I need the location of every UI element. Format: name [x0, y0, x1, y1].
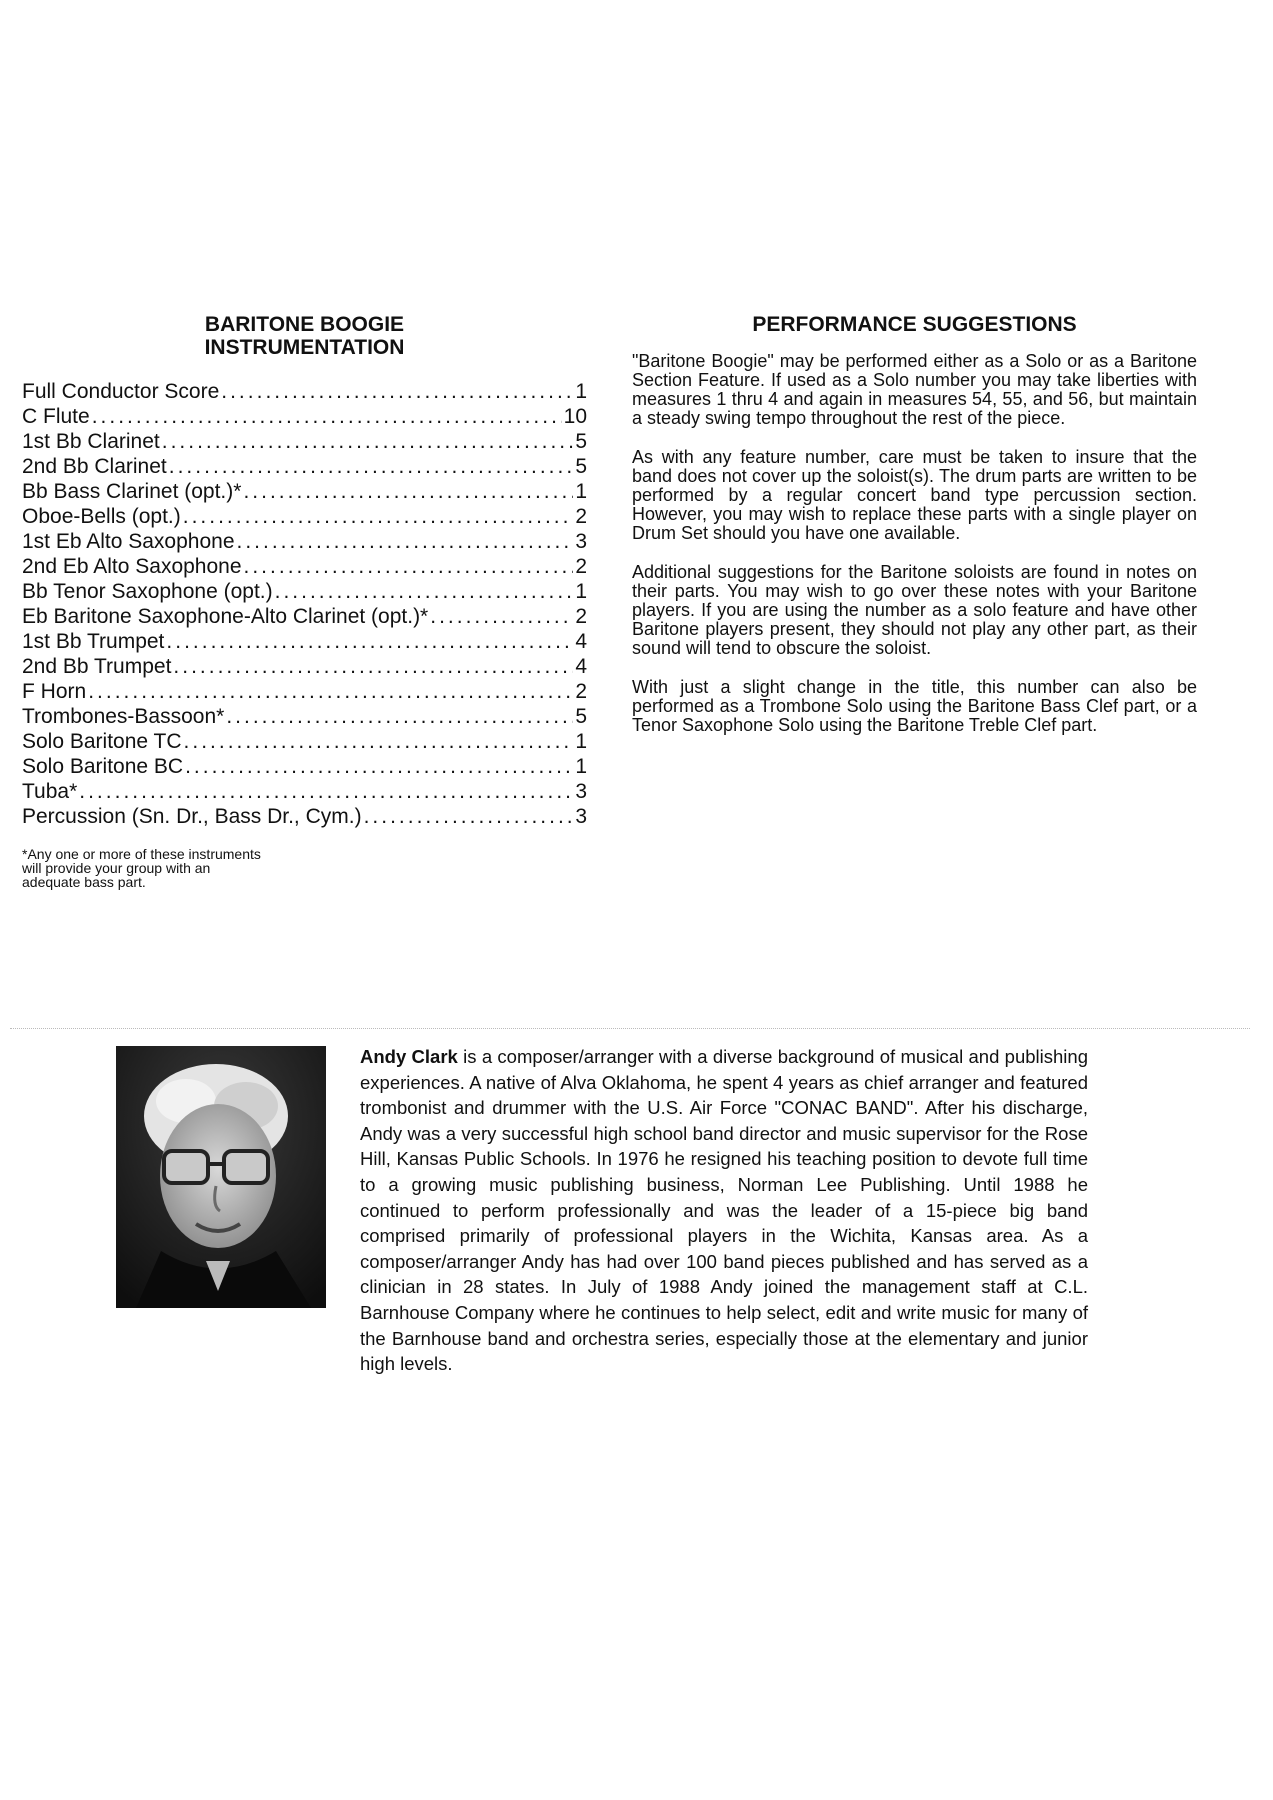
dot-leader [221, 379, 573, 404]
instrument-name: C Flute [22, 405, 90, 428]
dot-leader [184, 729, 574, 754]
dot-leader [166, 629, 573, 654]
instrument-name: Oboe-Bells (opt.) [22, 505, 181, 528]
instrument-row [22, 679, 587, 704]
instrumentation-title-line2: INSTRUMENTATION [204, 336, 405, 359]
instrument-name: Full Conductor Score [22, 380, 220, 403]
instrument-name: 1st Bb Trumpet [22, 630, 165, 653]
instrument-row [22, 479, 587, 504]
dot-leader [237, 529, 574, 554]
instrumentation-list [22, 379, 587, 829]
instrument-row [22, 779, 587, 804]
instrument-name: Bb Tenor Saxophone (opt.) [22, 580, 273, 603]
instrument-quantity: 3 [575, 805, 587, 828]
performance-paragraph: Additional suggestions for the Baritone soloists are found in notes on their parts. You may wish to go over these notes with your Baritone players. If you are using the number as a solo feature and have other Baritone players present, they should not play any other part, as their sound will tend to obscure the soloist. [632, 562, 1197, 658]
instrument-quantity: 3 [575, 780, 587, 803]
performance-paragraph: As with any feature number, care must be taken to insure that the band does not cover up the soloist(s). The drum parts are written to be performed by a regular concert band type percussion section. However, you may wish to replace these parts with a single player on Drum Set should you have one available. [632, 447, 1197, 543]
instrument-name: F Horn [22, 680, 87, 703]
performance-suggestions-title: PERFORMANCE SUGGESTIONS [752, 313, 1077, 336]
instrument-quantity: 2 [575, 680, 587, 703]
instrument-quantity: 2 [575, 505, 587, 528]
instrument-name: Solo Baritone TC [22, 730, 182, 753]
instrument-quantity: 4 [575, 655, 587, 678]
dot-leader [364, 804, 574, 829]
performance-paragraph: "Baritone Boogie" may be performed either as a Solo or as a Baritone Section Feature. If used as a Solo number you may take liberties with measures 1 thru 4 and again in measures 54, 55, and 56, but maintain a steady swing tempo throughout the rest of the piece. [632, 351, 1197, 428]
instrument-quantity: 4 [575, 630, 587, 653]
instrument-quantity: 1 [575, 480, 587, 503]
instrument-row [22, 454, 587, 479]
instrument-quantity: 1 [575, 380, 587, 403]
dot-leader [430, 604, 573, 629]
instrument-quantity: 2 [575, 555, 587, 578]
dot-leader [183, 504, 574, 529]
instrumentation-section [22, 313, 587, 889]
dot-leader [173, 654, 573, 679]
instrument-row [22, 654, 587, 679]
dot-leader [169, 454, 574, 479]
dot-leader [92, 404, 562, 429]
instrument-row [22, 604, 587, 629]
instrument-row [22, 754, 587, 779]
performance-paragraph: With just a slight change in the title, this number can also be performed as a Trombone Solo using the Baritone Bass Clef part, or a Tenor Saxophone Solo using the Baritone Treble Clef part. [632, 677, 1197, 735]
instrument-row [22, 404, 587, 429]
author-bio [360, 1044, 1088, 1377]
instrument-quantity: 5 [575, 455, 587, 478]
dot-leader [185, 754, 573, 779]
instrument-row [22, 529, 587, 554]
instrument-name: 2nd Bb Trumpet [22, 655, 172, 678]
dot-leader [243, 479, 573, 504]
instrument-name: Trombones-Bassoon* [22, 705, 225, 728]
dot-leader [79, 779, 573, 804]
dot-leader [226, 704, 573, 729]
instrument-row [22, 729, 587, 754]
author-bio-text: is a composer/arranger with a diverse background of musical and publishing experiences. A native of Alva Oklahoma, he spent 4 years as chief arranger and featured trombonist and drummer with the U.S. Air Force "CONAC BAND". After his discharge, Andy was a very successful high school band director and music supervisor for the Rose Hill, Kansas Public Schools. In 1976 he resigned his teaching position to devote full time to a growing music publishing business, Norman Lee Publishing. Until 1988 he continued to perform professionally and was the leader of a 15-piece big band comprised primarily of professional players in the Wichita, Kansas area. As a composer/arranger Andy has had over 100 band pieces published and has served as a clinician in 28 states. In July of 1988 Andy joined the management staff at C.L. Barnhouse Company where he continues to help select, edit and write music for many of the Barnhouse band and orchestra series, especially those at the elementary and junior high levels. [360, 1046, 1088, 1375]
instrument-row [22, 704, 587, 729]
section-divider [10, 1028, 1250, 1029]
performance-suggestions-section [632, 313, 1197, 755]
instrument-quantity: 5 [575, 705, 587, 728]
dot-leader [244, 554, 574, 579]
instrument-name: Percussion (Sn. Dr., Bass Dr., Cym.) [22, 805, 362, 828]
instrumentation-title-line1: BARITONE BOOGIE [204, 313, 405, 336]
instrument-name: Bb Bass Clarinet (opt.)* [22, 480, 242, 503]
instrument-name: 1st Eb Alto Saxophone [22, 530, 235, 553]
instrument-quantity: 1 [575, 580, 587, 603]
instrument-quantity: 3 [575, 530, 587, 553]
instrument-row [22, 579, 587, 604]
instrument-quantity: 10 [563, 405, 587, 428]
instrument-name: Tuba* [22, 780, 78, 803]
instrument-name: Solo Baritone BC [22, 755, 184, 778]
dot-leader [162, 429, 574, 454]
instrument-row [22, 554, 587, 579]
dot-leader [275, 579, 574, 604]
instrument-row [22, 629, 587, 654]
instrument-row [22, 429, 587, 454]
instrument-quantity: 2 [575, 605, 587, 628]
instrument-name: 2nd Bb Clarinet [22, 455, 167, 478]
instrument-row [22, 504, 587, 529]
instrument-name: Eb Baritone Saxophone-Alto Clarinet (opt.)* [22, 605, 429, 628]
instrument-name: 2nd Eb Alto Saxophone [22, 555, 242, 578]
instrument-row [22, 379, 587, 404]
instrument-quantity: 1 [575, 755, 587, 778]
instrumentation-footnote: *Any one or more of these instruments will provide your group with an adequate bass part. [22, 846, 261, 890]
author-name: Andy Clark [360, 1046, 458, 1067]
instrument-quantity: 1 [575, 730, 587, 753]
dot-leader [88, 679, 573, 704]
author-photo [116, 1046, 326, 1308]
instrument-name: 1st Bb Clarinet [22, 430, 160, 453]
author-portrait-image [116, 1046, 326, 1308]
instrument-quantity: 5 [575, 430, 587, 453]
instrument-row [22, 804, 587, 829]
